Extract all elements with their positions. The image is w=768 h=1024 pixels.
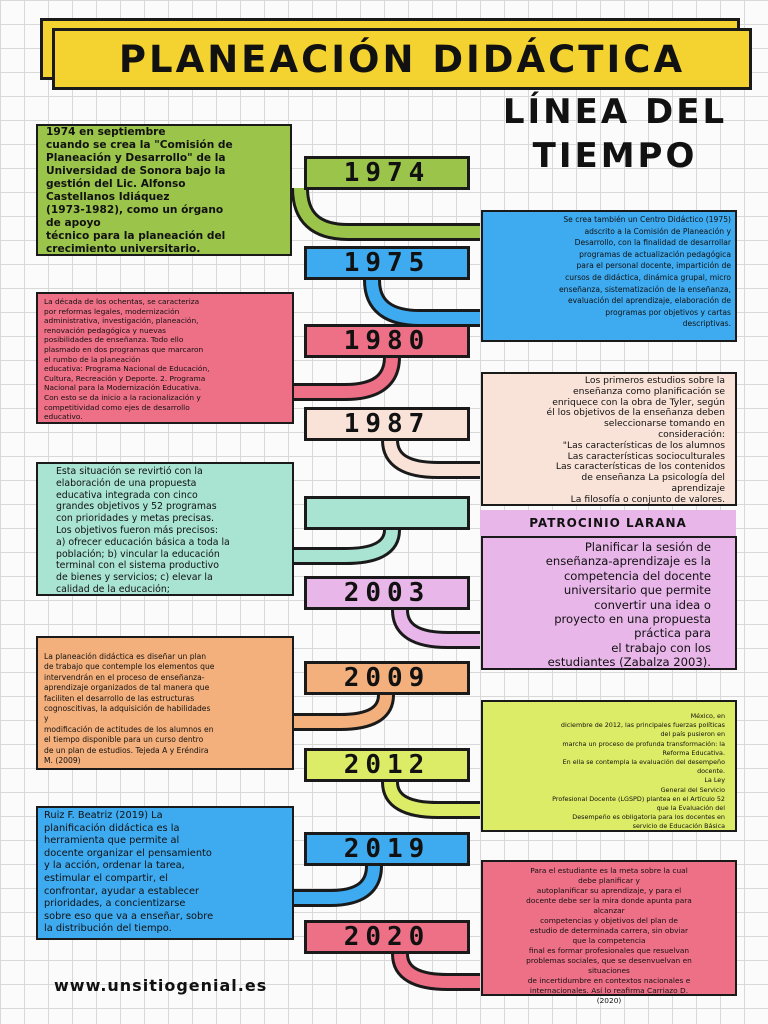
entry-text-2012: México, en diciembre de 2012, las principales fuerzas políticas del país pusieron en marcha un proceso de profunda transformación: la Reforma Educativa. En ella se contempla la evaluación del desempeño docente. La Ley General del Servicio Profesional Docente (LGSPD) plantea en el Artículo 52 que la Evaluación del Desempeño es obligatoria para los docentes en servicio de Educación Básica bbox=[552, 712, 725, 831]
subtitle-line-2: TIEMPO bbox=[532, 136, 698, 176]
year-1975: 1975 bbox=[304, 246, 470, 280]
entry-text-1974: 1974 en septiembre cuando se crea la "Comisión de Planeación y Desarrollo" de la Universidad de Sonora bajo la gestión del Lic. Alfonso Castellanos Idiáquez (1973-1982), como un órgano de apoyo técnico para la planeación del crecimiento universitario. bbox=[46, 126, 233, 255]
entry-text-2019: Ruiz F. Beatriz (2019) La planificación didáctica es la herramienta que permite al docente organizar el pensamiento y la acción, ordenar la tarea, estimular el compartir, el confrontar, ayudar a establecer prioridades, a concientizarse sobre eso que va a enseñar, sobre la distribución del tiempo. bbox=[44, 810, 214, 935]
entry-text-1975: Se crea también un Centro Didáctico (1975) adscrito a la Comisión de Planeación y Desarrollo, con la finalidad de desarrollar programas de actualización pedagógica para el personal docente, impartición de cursos de didáctica, dinámica grupal, micro enseñanza, sistematización de la enseñanza, evaluación del aprendizaje, elaboración de programas por objetivos y cartas descriptivas. bbox=[559, 215, 731, 329]
author-badge: PATROCINIO LARANA bbox=[480, 510, 736, 536]
year-2020: 2020 bbox=[304, 920, 470, 954]
entry-text-2020: Para el estudiante es la meta sobre la cual debe planificar y autoplanificar su aprendizaje, y para el docente debe ser la mira donde apunta para alcanzar competencias y objetivos del plan de estudio de determinada carrera, sin obviar que la competencia final es formar profesionales que resuelvan problemas sociales, que se desenvuelvan en situaciones de incertidumbre en contextos nacionales e internacionales. Así lo reafirma Carriazo D. (2020) bbox=[526, 866, 692, 1005]
subtitle-line-1: LÍNEA DEL bbox=[502, 92, 728, 132]
entry-text-2003: Planificar la sesión de enseñanza-aprendizaje es la competencia del docente universitario que permite convertir una idea o proyecto en una propuesta práctica para el trabajo con los estudiantes (Zabalza 2003). bbox=[545, 540, 711, 670]
entry-text-1987: Los primeros estudios sobre la enseñanza como planificación se enriquece con la obra de Tyler, según él los objetivos de la enseñanza deben seleccionarse tomando en consideración: "Las características de los alumnos Las características socioculturales Las características de los contenidos de enseñanza La psicología del aprendizaje La filosofía o conjunto de valores. bbox=[546, 375, 725, 505]
year-1974: 1974 bbox=[304, 156, 470, 190]
year-1987: 1987 bbox=[304, 407, 470, 441]
page-title: PLANEACIÓN DIDÁCTICA bbox=[118, 37, 686, 81]
entry-text-1980: La década de los ochentas, se caracteriza por reformas legales, modernización administrativa, investigación, planeación, renovación pedagógica y nuevas posibilidades de enseñanza. Todo ello plasmado en dos programas que marcaron el rumbo de la planeación educativa: Programa Nacional de Educación, Cultura, Recreación y Deporte. 2. Programa Nacional para la Modernización Educativa. Con esto se da inicio a la racionalización y competitividad como ejes de desarrollo educativo. bbox=[44, 297, 210, 422]
year-blank bbox=[304, 496, 470, 530]
entry-text-mint: Esta situación se revirtió con la elaboración de una propuesta educativa integrada con cinco grandes objetivos y 52 programas con prioridades y metas precisas. Los objetivos fueron más precisos: a) ofrecer educación básica a toda la población; b) vincular la educación terminal con el sistema productivo de bienes y servicios; c) elevar la calidad de la educación; bbox=[56, 466, 230, 595]
year-1980: 1980 bbox=[304, 324, 470, 358]
entry-text-2009: La planeación didáctica es diseñar un plan de trabajo que contemple los elementos que intervendrán en el proceso de enseñanza- aprendizaje organizados de tal manera que faciliten el desarrollo de las estructuras cognoscitivas, la adquisición de habilidades y modificación de actitudes de los alumnos en el tiempo disponible para un curso dentro de un plan de estudios. Tejeda A y Eréndira M. (2009) bbox=[44, 652, 215, 766]
website-footer: www.unsitiogenial.es bbox=[54, 976, 268, 995]
year-2019: 2019 bbox=[304, 832, 470, 866]
year-2009: 2009 bbox=[304, 661, 470, 695]
year-2003: 2003 bbox=[304, 576, 470, 610]
year-2012: 2012 bbox=[304, 748, 470, 782]
